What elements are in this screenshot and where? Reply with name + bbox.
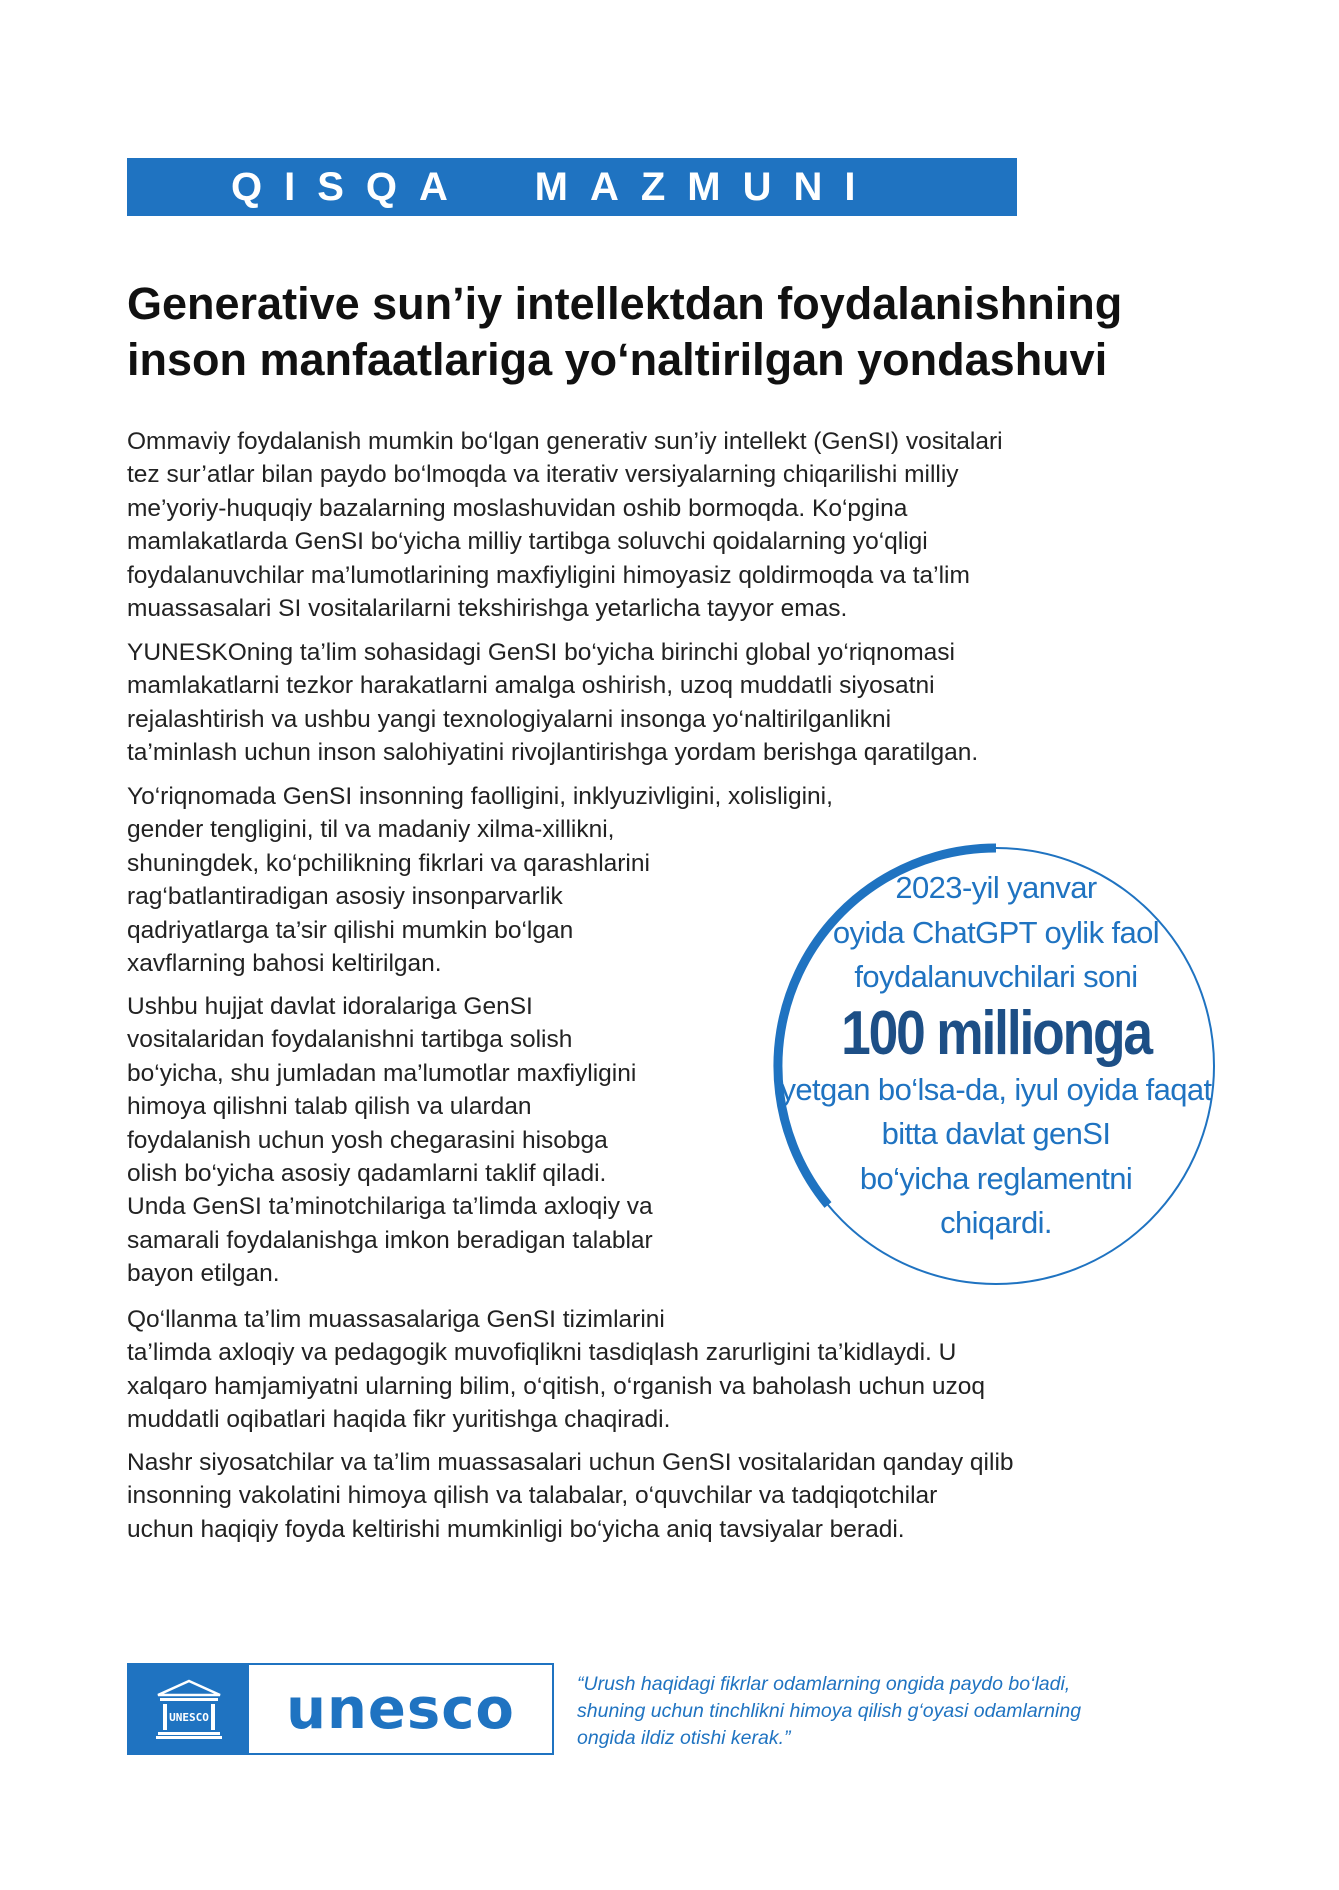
paragraph-line: foydalanish uchun yosh chegarasini hisobga — [127, 1126, 608, 1154]
paragraph-line: mamlakatlarda GenSI bo‘yicha milliy tartibga soluvchi qoidalarning yo‘qligi — [127, 528, 928, 556]
paragraph-line: qadriyatlarga ta’sir qilishi mumkin bo‘lgan — [127, 916, 574, 944]
paragraph-line: rejalashtirish va ushbu yangi texnologiyalarni insonga yo‘naltirilganlikni — [127, 705, 892, 733]
paragraph-line: ta’minlash uchun inson salohiyatini rivojlantirishga yordam berishga qaratilgan. — [127, 739, 979, 767]
paragraph-line: Ommaviy foydalanish mumkin bo‘lgan generativ sun’iy intellekt (GenSI) vositalari — [127, 428, 1003, 455]
callout-line: 2023-yil yanvar — [895, 870, 1097, 905]
paragraph-line: muassasalari SI vositalarilarni tekshirishga yetarlicha tayyor emas. — [127, 595, 848, 623]
paragraph-line: xalqaro hamjamiyatni ularning bilim, o‘qitish, o‘rganish va baholash uchun uzoq — [127, 1372, 985, 1400]
paragraph-line: rag‘batlantiradigan asosiy insonparvarlik — [127, 883, 563, 911]
paragraph-line: xavflarning bahosi keltirilgan. — [127, 950, 442, 978]
paragraph-line: gender tengligini, til va madaniy xilma-xillikni, — [127, 816, 615, 844]
callout-line: oyida ChatGPT oylik faol — [832, 914, 1160, 950]
title-line: Generative sun’iy intellektdan foydalanishning — [127, 278, 1123, 329]
quote-line: ongida ildiz otishi kerak.” — [577, 1727, 791, 1749]
paragraph-line: ta’limda axloqiy va pedagogik muvofiqlikni tasdiqlash zarurligini ta’kidlaydi. U — [127, 1339, 957, 1367]
paragraph-recommendations — [127, 1446, 1014, 1546]
paragraph-line: Nashr siyosatchilar va ta’lim muassasalari uchun GenSI vositalaridan qanday qilib — [127, 1449, 1014, 1476]
paragraph-guidance — [127, 636, 978, 770]
paragraph-line: bayon etilgan. — [127, 1260, 280, 1288]
paragraph-line: shuningdek, ko‘pchilikning fikrlari va qarashlarini — [127, 849, 650, 877]
callout-text — [768, 866, 1224, 1246]
callout-highlight: 100 millionga — [841, 998, 1151, 1068]
paragraph-line: me’yoriy-huquqiy bazalarning moslashuvidan oshib bormoqda. Ko‘pgina — [127, 494, 908, 522]
paragraph-institutions — [127, 1303, 985, 1437]
paragraph-line: uchun haqiqiy foyda keltirishi mumkinligi bo‘yicha aniq tavsiyalar beradi. — [127, 1515, 905, 1543]
paragraph-line: Unda GenSI ta’minotchilariga ta’limda axloqiy va — [127, 1193, 653, 1221]
unesco-logo — [127, 1663, 554, 1755]
paragraph-line: insonning vakolatini himoya qilish va talabalar, o‘quvchilar va tadqiqotchilar — [127, 1482, 938, 1510]
paragraph-line: YUNESKOning ta’lim sohasidagi GenSI bo‘yicha birinchi global yo‘riqnomasi — [127, 639, 955, 666]
paragraph-line: Yo‘riqnomada GenSI insonning faolligini, inklyuzivligini, xolisligini, — [127, 783, 833, 810]
section-banner — [127, 158, 1017, 216]
paragraph-line: mamlakatlarni tezkor harakatlarni amalga oshirish, uzoq muddatli siyosatni — [127, 672, 935, 700]
emblem-text: UNESCO — [169, 1711, 209, 1724]
paragraph-line: Qo‘llanma ta’lim muassasalariga GenSI tizimlarini — [127, 1306, 665, 1333]
quote-line: “Urush haqidagi fikrlar odamlarning ongida paydo bo‘ladi, — [577, 1673, 1071, 1695]
title-line: inson manfaatlariga yo‘naltirilgan yondashuvi — [127, 334, 1108, 385]
quote-line: shuning uchun tinchlikni himoya qilish g‘oyasi odamlarning — [577, 1700, 1082, 1722]
paragraph-line: vositalaridan foydalanishni tartibga solish — [127, 1026, 573, 1054]
paragraph-line: bo‘yicha, shu jumladan ma’lumotlar maxfiyligini — [127, 1059, 637, 1087]
paragraph-line: muddatli oqibatlari haqida fikr yuritishga chaqiradi. — [127, 1406, 671, 1434]
banner-label: QISQA MAZMUNI — [231, 164, 878, 209]
paragraph-line: himoya qilishni talab qilish va ulardan — [127, 1093, 532, 1121]
paragraph-risks — [127, 780, 833, 980]
paragraph-intro — [127, 425, 1003, 625]
stat-callout — [768, 838, 1224, 1294]
paragraph-line: olish bo‘yicha asosiy qadamlarni taklif qiladi. — [127, 1160, 607, 1188]
paragraph-line: foydalanuvchilar ma’lumotlarining maxfiyligini himoyasiz qoldirmoqda va ta’lim — [127, 561, 970, 589]
callout-line: foydalanuvchilari soni — [854, 959, 1138, 994]
page-title — [127, 276, 1227, 388]
paragraph-regulation — [127, 990, 653, 1291]
paragraph-line: tez sur’atlar bilan paydo bo‘lmoqda va iterativ versiyalarning chiqarilishi milliy — [127, 461, 959, 489]
callout-line: yetgan bo‘lsa-da, iyul oyida faqat — [780, 1071, 1212, 1107]
paragraph-line: Ushbu hujjat davlat idoralariga GenSI — [127, 993, 533, 1020]
constitution-quote — [577, 1671, 1081, 1752]
callout-line: bitta davlat genSI — [881, 1116, 1111, 1151]
callout-line: bo‘yicha reglamentni — [859, 1160, 1133, 1196]
temple-emblem-icon — [129, 1665, 249, 1753]
logo-wordmark: unesco — [286, 1676, 515, 1742]
paragraph-line: samarali foydalanishga imkon beradigan talablar — [127, 1226, 653, 1254]
callout-line: chiqardi. — [940, 1205, 1052, 1240]
